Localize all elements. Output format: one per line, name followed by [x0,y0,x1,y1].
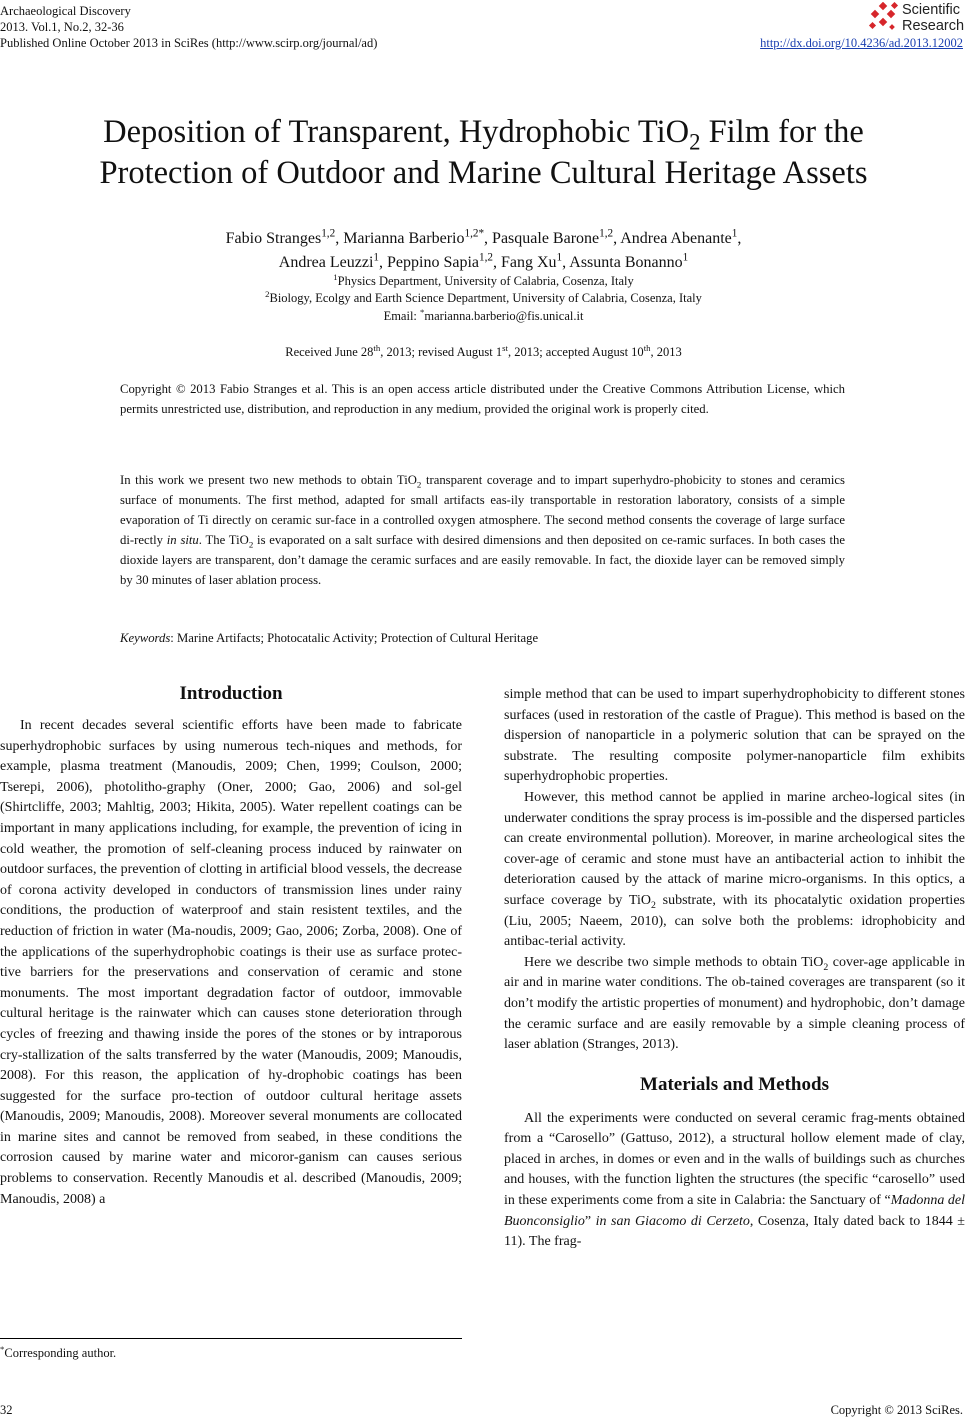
journal-name: Archaeological Discovery [0,4,131,18]
doi-link[interactable]: http://dx.doi.org/10.4236/ad.2013.12002 [760,36,963,50]
right-column: simple method that can be used to impart superhydrophobicity to different stones surfaces (used in restoration of the castle of Prague). This method is based on the dispersion of nanoparticle in a polymeric solution that can be sprayed on the substrate. The resulting composite polymer-nanoparticle film exhibits superhydrophobic properties. However, this method cannot be applied in marine archeo-logical sites (in underwater conditions the spray process is im-possible and the dispersed particles can create environmental pollution). Moreover, in marine archeological sites the cover-age of ceramic and stone must have an antibacterial action to inhibit the deterioration caused by the attack of marine micro-organisms. In this optics, a surface coverage by TiO$_2$ substrate, with its phocatalytic oxidation properties (Liu, 2005; Naeem, 2010), can solve both the problems: idrophobicity and antibac-terial activity. Here we describe two simple methods to obtain TiO$_2$ cover-age applicable in air and in marine water conditions. The ob-tained coverages are transparent (so it don’t modify the artistic properties of monument) and hydrophobic, don’t damage the ceramic surface and are easily removable by a simple cleaning process of laser ablation (Stranges, 2013). Materials and Methods All the experiments were conducted on several ceramic frag-ments obtained from a “Carosello” (Gattuso, 2012), a structural hollow element made of clay, placed in arches, in domes or even and in the walls of buildings such as churches and houses, with the function lighten the structures (the specific “carosello” used in these experiments come from a site in Calabria: the Sanctuary of “Madonna del Buonconsiglio” in san Giacomo di Cerzeto, Cosenza, Italy dated back to 1844 ± 11). The frag- [504,687,966,1250]
dates-line: Received June 28th, 2013; revised August 1st, 2013; accepted August 10th, 2013 [285,342,682,359]
left-column [0,680,462,1210]
publisher-line-2: Research [902,18,965,34]
publisher-logo [866,0,966,36]
section-heading-methods: Materials and Methods [640,1073,829,1095]
paper-title: Deposition of Transparent, Hydrophobic TiO$_2$ Film for the Protection of Outdoor and Marine Cultural Heritage Assets [99,114,868,191]
footer-copyright: Copyright © 2013 SciRes. [830,1403,963,1417]
page-number: 32 [0,1403,13,1417]
footnote: *Corresponding author. [0,1343,117,1360]
author-list: Fabio Stranges$^{1,2}$, Marianna Barberio$^{1,2*}$, Pasquale Barone$^{1,2}$, Andrea Abenante$^1$, Andrea Leuzzi$^1$, Peppino Sapia$^{1,2}$, Fang Xu$^1$, Assunta Bonanno$^1$ [225,227,742,271]
affiliation-2: $^2$Biology, Ecolgy and Earth Science Department, University of Calabria, Cosenza, Italy [265,288,702,305]
running-header [0,3,377,51]
scientific-research-logo-icon [866,2,902,34]
introduction-text: In recent decades several scientific efforts have been made to fabricate superhydrophobic surfaces by using numerous tech-niques and methods, for example, plasma treatment (Manoudis, 2009; Chen, 1999; Coulson, 2000; Tserepi, 2006), photolitho-graphy (Oner, 2000; Gao, 2006) and sol-gel (Shirtcliffe, 2003; Mahltig, 2003; Hikita, 2005). Water repellent coatings can be important in many applications including, for example, the prevention of icing in cold weather, the promotion of self-cleaning process induced by rainwater on outdoor surfaces, the prevention of clotting in artificial blood vessels, the decrease of corona activity developed in conductors of transmission lines under rainy conditions, the production of waterproof and stain resistent textiles, and the reduction of friction in water (Ma-noudis, 2009; Gao, 2006; Zorba, 2008). One of the applications of the superhydrophobic coatings is their use as surface protec-tive barriers for the preservations and conservation of ceramic and stone monuments. The most important degradation factor of outdoor, immovable cultural heritage is the rainwater which can causes stone deterioration through cycles of freezing and thawing inside the pores of the stones or by intraporous cry-stallization of the salts transferred by the water (Manoudis, 2009; Manoudis, 2008). For this reason, the application of hy-drophobic coatings has been suggested for the surface pro-tection of outdoor cultural heritage assets (Manoudis, 2009; Manoudis, 2008). Moreover several monuments are collocated in marine sites and cannot be removed from seabed, in these conditions the corrosion caused by marine water and micoror-ganism can causes serious problems to conservation. Recently Manoudis et al. described (Manoudis, 2009; Manoudis, 2008) a [0,718,462,1207]
keywords: Keywords: Marine Artifacts; Photocatalic Activity; Protection of Cultural Heritage [120,631,539,645]
published-line: Published Online October 2013 in SciRes (http://www.scirp.org/journal/ad) [0,36,378,50]
publisher-line-1: Scientific [902,2,961,18]
footnote-divider [0,1338,462,1339]
abstract: In this work we present two new methods to obtain TiO$_2$ transparent coverage and to impart superhydro-phobicity to stones and ceramics surface of monuments. The first method, adapted for small artifacts eas-ily transportable in restoration laboratory, consists of a simple evaporation of Ti directly on ceramic sur-face in a controlled oxygen atmosphere. The second method consents the coverage of large surface di-rectly in situ. The TiO$_2$ is evaporated on a salt surface with desired dimensions and then deposited on ce-ramic surfaces. In both cases the dioxide layers are transparent, don’t damage the ceramic surfaces and are easily removable. In fact, the dioxide layer can be removed simply by 30 minutes of laser ablation process. [120,473,845,587]
affiliation-1: $^1$Physics Department, University of Calabria, Cosenza, Italy [333,271,634,288]
copyright-notice: Copyright © 2013 Fabio Stranges et al. This is an open access article distributed under the Creative Commons Attribution License, which permits unrestricted use, distribution, and reproduction in any medium, provided the original work is properly cited. [120,382,845,416]
email-line: Email: *marianna.barberio@fis.unical.it [383,306,584,323]
journal-volume: 2013. Vol.1, No.2, 32-36 [0,20,124,34]
section-heading-introduction: Introduction [179,683,283,704]
email-link[interactable]: marianna.barberio@fis.unical.it [424,309,584,323]
